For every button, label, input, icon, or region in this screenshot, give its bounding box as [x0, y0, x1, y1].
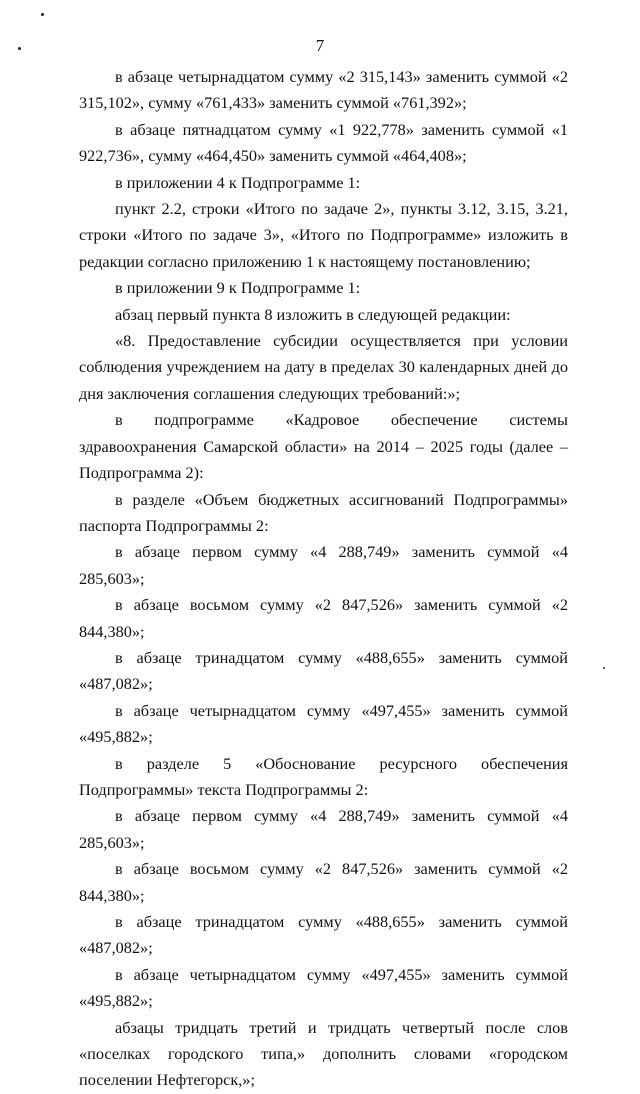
paragraph: в абзаце восьмом сумму «2 847,526» заменить суммой «2 844,380»; — [79, 859, 568, 905]
page-number: 7 — [315, 36, 325, 55]
paragraph: в абзаце четырнадцатом сумму «497,455» заменить суммой «495,882»; — [79, 700, 568, 747]
paragraph: в абзаце четырнадцатом сумму «497,455» заменить суммой «495,882»; — [79, 964, 568, 1011]
paragraph: в абзаце тринадцатом сумму «488,655» заменить суммой «487,082»; — [79, 912, 568, 958]
paragraph: в приложении 9 к Подпрограмме 1: — [115, 278, 361, 298]
scan-mark — [41, 13, 44, 16]
scan-mark — [603, 667, 605, 669]
paragraph: в абзаце пятнадцатом сумму «1 922,778» заменить суммой «1 922,736», сумму «464,450» заменить суммой «464,408»; — [79, 119, 568, 166]
paragraph: в абзаце тринадцатом сумму «488,655» заменить суммой «487,082»; — [79, 647, 568, 694]
paragraph: абзац первый пункта 8 изложить в следующей редакции: — [115, 304, 511, 324]
paragraph: в разделе 5 «Обоснование ресурсного обеспечения Подпрограммы» текста Подпрограммы 2: — [79, 753, 568, 799]
paragraph: в абзаце первом сумму «4 288,749» заменить суммой «4 285,603»; — [79, 806, 568, 852]
document-body — [79, 64, 568, 1094]
paragraph: абзацы тридцать третий и тридцать четвертый после слов «поселках городского типа,» дополнить словами «городском поселении Нефтегорск,»; — [79, 1017, 568, 1090]
paragraph: в абзаце восьмом сумму «2 847,526» заменить суммой «2 844,380»; — [79, 595, 568, 641]
paragraph: в абзаце четырнадцатом сумму «2 315,143» заменить суммой «2 315,102», сумму «761,433» заменить суммой «761,392»; — [79, 67, 568, 113]
paragraph: в подпрограмме «Кадровое обеспечение системы здравоохранения Самарской области» на 2014 – 2025 годы (далее – Подпрограмма 2): — [79, 410, 568, 483]
paragraph: пункт 2.2, строки «Итого по задаче 2», пункты 3.12, 3.15, 3.21, строки «Итого по задаче 3», «Итого по Подпрограмме» изложить в редакции согласно приложению 1 к настоящему постановлению; — [79, 199, 568, 271]
paragraph: в разделе «Объем бюджетных ассигнований Подпрограммы» паспорта Подпрограммы 2: — [79, 489, 568, 535]
paragraph: в приложении 4 к Подпрограмме 1: — [115, 172, 361, 192]
paragraph: в абзаце первом сумму «4 288,749» заменить суммой «4 285,603»; — [79, 542, 568, 588]
paragraph: «8. Предоставление субсидии осуществляется при условии соблюдения учреждением на дату в пределах 30 календарных дней до дня заключения соглашения следующих требований:»; — [79, 331, 568, 403]
